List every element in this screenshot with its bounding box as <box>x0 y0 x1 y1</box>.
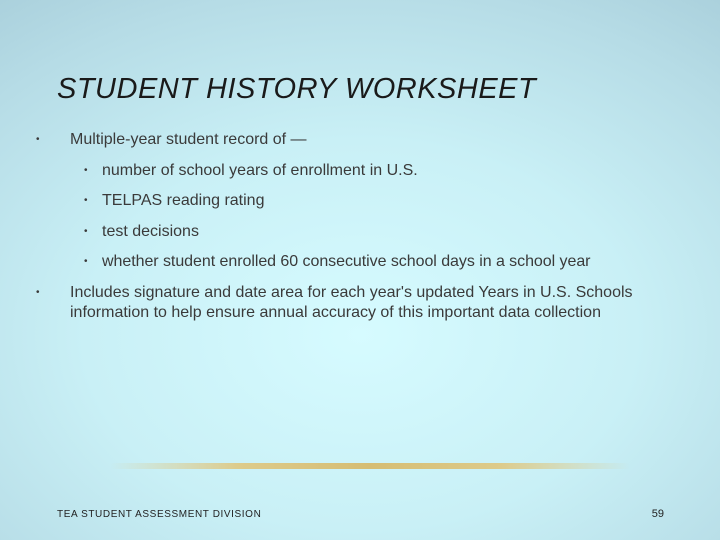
bullet-dot-icon: • <box>36 134 40 145</box>
sub-bullet-3-text: test decisions <box>102 223 199 240</box>
bullet-2-text: Includes signature and date area for each year's updated Years in U.S. Schools information to help ensure annual accuracy of this important data collection <box>70 284 633 321</box>
footer-organization: TEA STUDENT ASSESSMENT DIVISION <box>57 509 262 520</box>
sub-bullet-4-text: whether student enrolled 60 consecutive school days in a school year <box>102 253 591 270</box>
bullet-dot-icon: • <box>84 226 88 237</box>
sub-bullet-1-text: number of school years of enrollment in U.S. <box>102 162 418 179</box>
bullet-dot-icon: • <box>84 256 88 267</box>
bullet-dot-icon: • <box>84 165 88 176</box>
decorative-divider <box>110 463 630 469</box>
sub-bullet-2-text: TELPAS reading rating <box>102 192 265 209</box>
slide-title: STUDENT HISTORY WORKSHEET <box>57 73 537 105</box>
bullet-dot-icon: • <box>84 195 88 206</box>
page-number: 59 <box>651 508 664 520</box>
bullet-1-text: Multiple-year student record of — <box>70 131 307 148</box>
bullet-dot-icon: • <box>36 287 40 298</box>
